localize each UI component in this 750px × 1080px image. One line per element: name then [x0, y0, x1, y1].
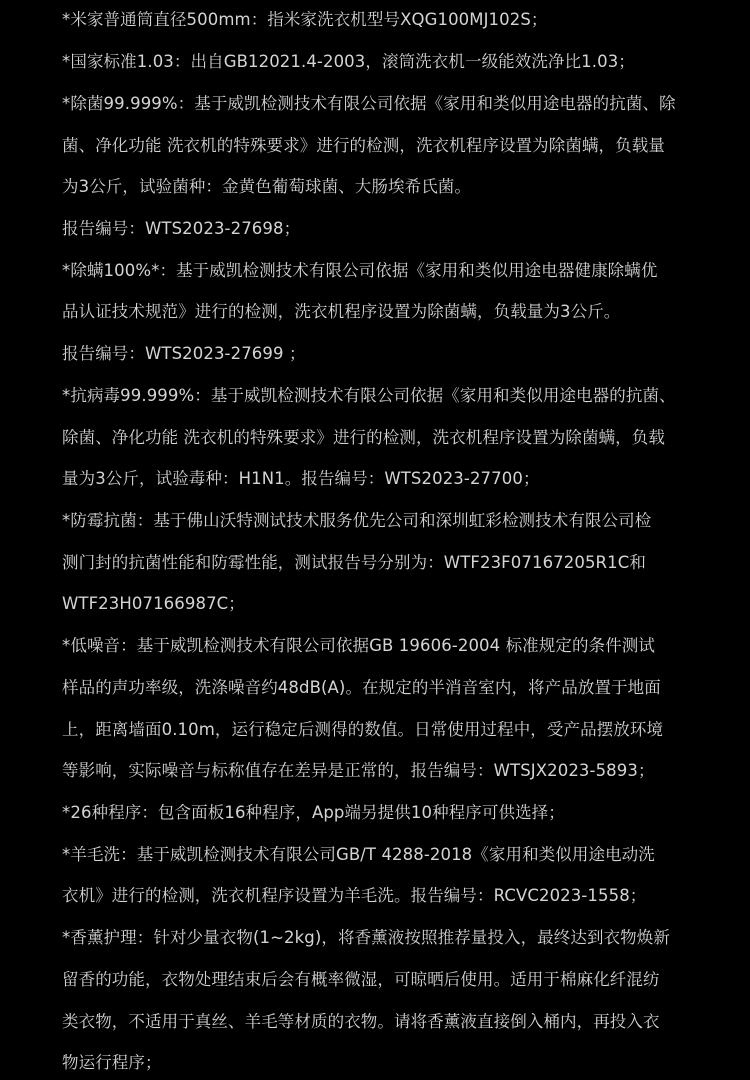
text-line: *羊毛洗：基于威凯检测技术有限公司GB/T 4288-2018《家用和类似用途电动洗	[62, 845, 655, 864]
text-line: 样品的声功率级，洗涤噪音约48dB(A)。在规定的半消音室内，将产品放置于地面	[62, 678, 661, 697]
text-line: 测门封的抗菌性能和防霉性能，测试报告号分别为：WTF23F07167205R1C和	[62, 553, 646, 572]
text-line: 衣机》进行的检测，洗衣机程序设置为羊毛洗。报告编号：RCVC2023-1558；	[62, 886, 647, 905]
text-line: 类衣物，不适用于真丝、羊毛等材质的衣物。请将香薰液直接倒入桶内，再投入衣	[62, 1012, 660, 1031]
text-line: 为3公斤，试验菌种：金黄色葡萄球菌、大肠埃希氏菌。	[62, 177, 471, 196]
text-line: *除螨100%*：基于威凯检测技术有限公司依据《家用和类似用途电器健康除螨优	[62, 261, 658, 280]
text-line: 报告编号：WTS2023-27698；	[62, 219, 301, 238]
text-line: *26种程序：包含面板16种程序，App端另提供10种程序可供选择；	[62, 803, 565, 822]
text-line: WTF23H07166987C；	[62, 594, 245, 613]
text-line: 等影响，实际噪音与标称值存在差异是正常的，报告编号：WTSJX2023-5893；	[62, 761, 655, 780]
text-line: 菌、净化功能 洗衣机的特殊要求》进行的检测，洗衣机程序设置为除菌螨，负载量	[62, 136, 665, 155]
text-line: *米家普通筒直径500mm：指米家洗衣机型号XQG100MJ102S；	[62, 10, 548, 29]
text-line: *防霉抗菌：基于佛山沃特测试技术服务优先公司和深圳虹彩检测技术有限公司检	[62, 511, 652, 530]
text-line: *低噪音：基于威凯检测技术有限公司依据GB 19606-2004 标准规定的条件测试	[62, 636, 655, 655]
text-line: 品认证技术规范》进行的检测，洗衣机程序设置为除菌螨，负载量为3公斤。	[62, 302, 621, 321]
text-line: 物运行程序；	[62, 1053, 162, 1072]
text-line: 报告编号：WTS2023-27699 ；	[62, 344, 306, 363]
text-line: 留香的功能，衣物处理结束后会有概率微湿，可晾晒后使用。适用于棉麻化纤混纺	[62, 970, 660, 989]
text-line: 除菌、净化功能 洗衣机的特殊要求》进行的检测，洗衣机程序设置为除菌螨，负载	[62, 428, 665, 447]
text-line: *国家标准1.03：出自GB12021.4-2003，滚筒洗衣机一级能效洗净比1.03；	[62, 52, 635, 71]
text-line: *除菌99.999%：基于威凯检测技术有限公司依据《家用和类似用途电器的抗菌、除	[62, 94, 676, 113]
text-line: *抗病毒99.999%：基于威凯检测技术有限公司依据《家用和类似用途电器的抗菌、	[62, 386, 676, 405]
text-line: *香薰护理：针对少量衣物(1~2kg)，将香薰液按照推荐量投入，最终达到衣物焕新	[62, 928, 670, 947]
text-line: 量为3公斤，试验毒种：H1N1。报告编号：WTS2023-27700；	[62, 469, 540, 488]
text-line: 上，距离墙面0.10m，运行稳定后测得的数值。日常使用过程中，受产品摆放环境	[62, 720, 664, 739]
